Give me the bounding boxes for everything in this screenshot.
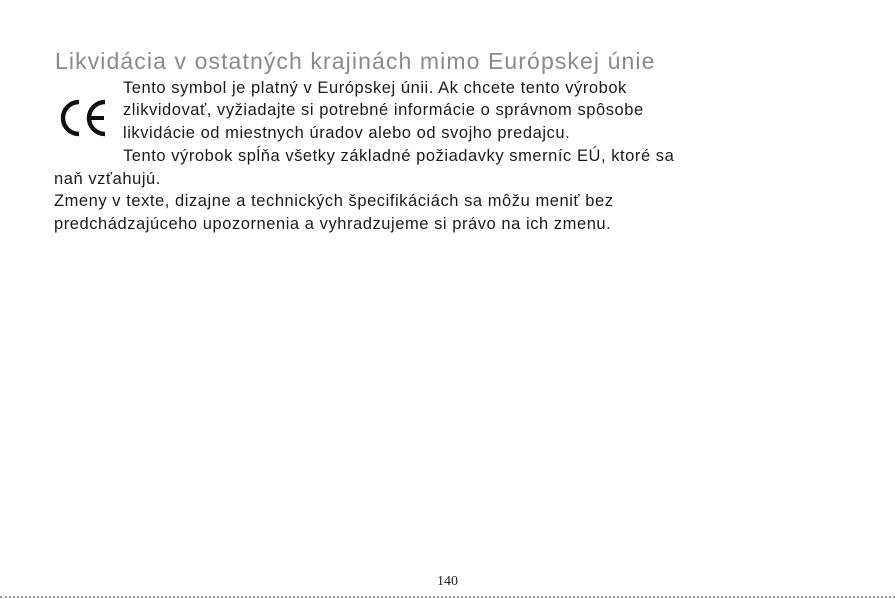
body-line-4: Tento výrobok spĺňa všetky základné požiadavky smerníc EÚ, ktoré sa (123, 147, 675, 165)
body-line-5: naň vzťahujú. (54, 170, 161, 188)
body-line-1: Tento symbol je platný v Európskej únii. Ak chcete tento výrobok (123, 79, 627, 97)
body-line-2: zlikvidovať, vyžiadajte si potrebné informácie o správnom spôsobe (123, 101, 644, 119)
body-line-3: likvidácie od miestnych úradov alebo od svojho predajcu. (123, 124, 571, 142)
body-line-6: Zmeny v texte, dizajne a technických špecifikáciách sa môžu meniť bez (54, 192, 614, 210)
body-line-7: predchádzajúceho upozornenia a vyhradzujeme si právo na ich zmenu. (54, 215, 612, 233)
page-number: 140 (437, 574, 458, 589)
ce-mark-icon (55, 96, 109, 145)
ce-mark-graphic (55, 96, 109, 140)
section-heading: Likvidácia v ostatných krajinách mimo Európskej únie (55, 48, 656, 74)
footer-divider (0, 596, 895, 598)
